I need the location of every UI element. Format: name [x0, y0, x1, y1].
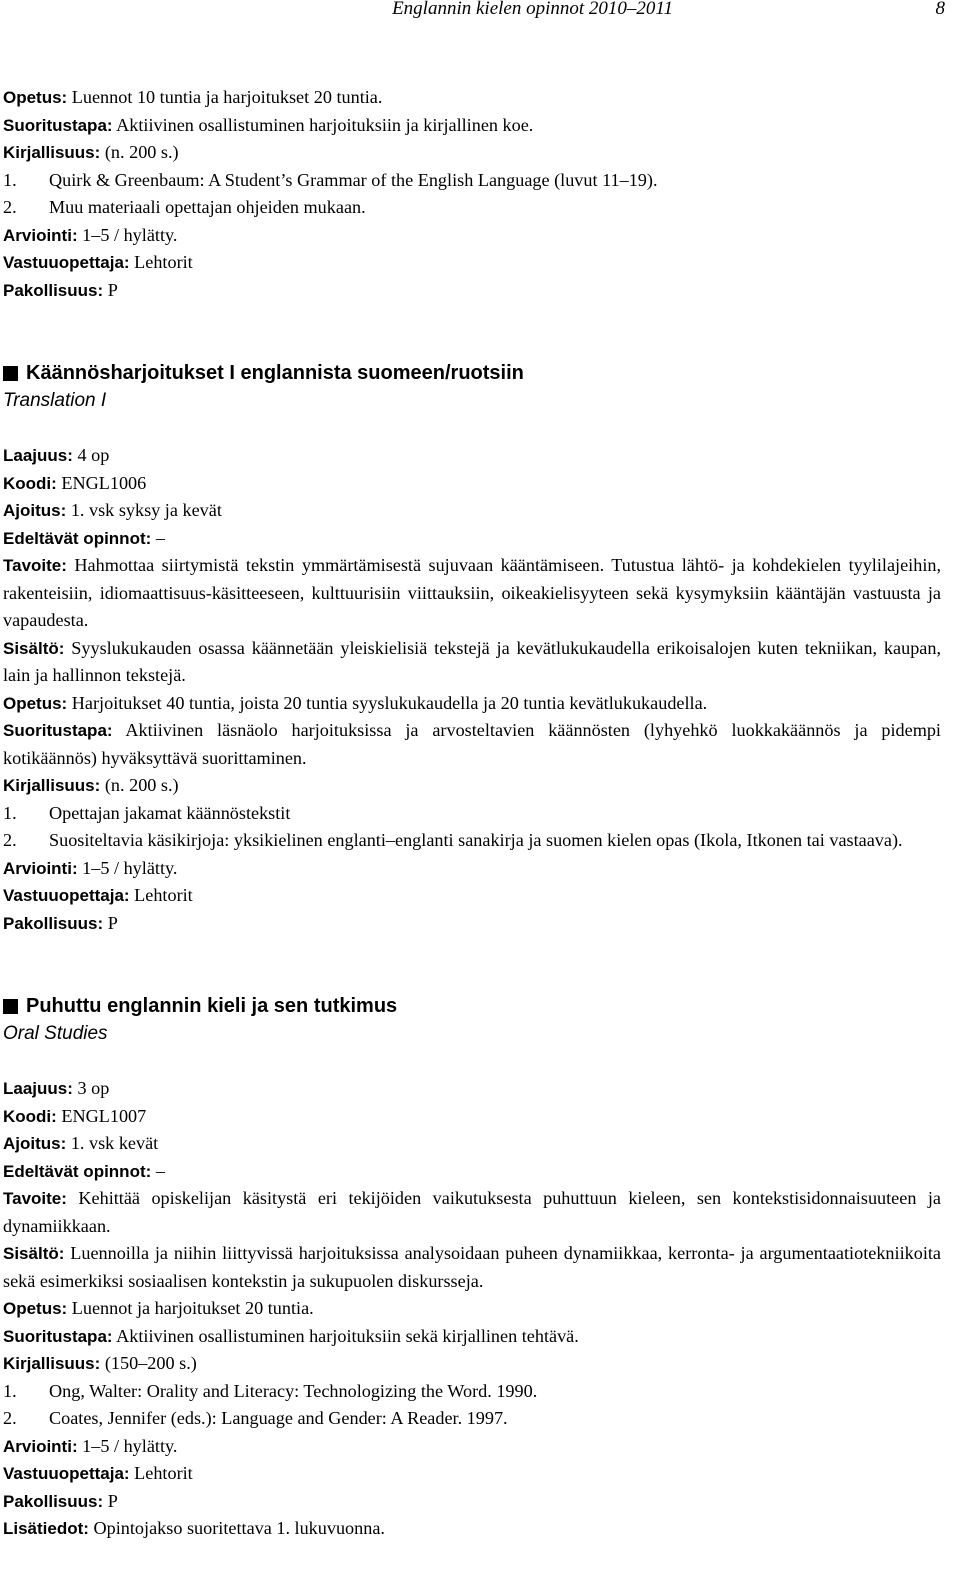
- s1-pakollisuus: Pakollisuus: P: [3, 912, 118, 933]
- prev-opetus: Opetus: Luennot 10 tuntia ja harjoitukset 20 tuntia.: [3, 87, 383, 107]
- s2-sisalto: Sisältö: Luennoilla ja niihin liittyvissä harjoituksissa analysoidaan puheen dynamiikkaa, kerronta- ja argumentaatiotekniikoita sekä esimerkiksi sosiaalisen kontekstin ja sukupuolen diskursseja.: [3, 1243, 941, 1291]
- s1-suoritustapa: Suoritustapa: Aktiivinen läsnäolo harjoituksissa ja arvosteltavien käännösten (lyhyehkö luokkakäännös ja pidempi kotikäännös) hyväksyttävä suorittaminen.: [3, 720, 941, 768]
- section-subtitle: Translation I: [3, 390, 107, 411]
- page-content: [3, 84, 941, 1543]
- course-oral-studies: [3, 992, 941, 1543]
- header-title: Englannin kielen opinnot 2010–2011: [392, 0, 673, 19]
- spacer: [3, 1048, 941, 1075]
- list-item: 1. Quirk & Greenbaum: A Student’s Grammar of the English Language (luvut 11–19).: [3, 169, 658, 190]
- spacer: [3, 304, 941, 359]
- prev-suoritustapa: Suoritustapa: Aktiivinen osallistuminen harjoituksiin ja kirjallinen koe.: [3, 114, 534, 135]
- square-bullet-icon: [3, 999, 18, 1014]
- s1-sisalto: Sisältö: Syyslukukauden osassa käännetään yleiskielisiä tekstejä ja kevätlukukaudella erikoisalojen kuten tekniikan, kaupan, lain ja hallinnon tekstejä.: [3, 637, 942, 685]
- s1-arviointi: Arviointi: 1–5 / hylätty.: [3, 857, 178, 878]
- list-item: 2. Suositeltavia käsikirjoja: yksikielinen englanti–englanti sanakirja ja suomen kielen opas (Ikola, Itkonen tai vastaava).: [3, 830, 903, 850]
- s2-arviointi: Arviointi: 1–5 / hylätty.: [3, 1435, 178, 1456]
- s2-vastuuopettaja: Vastuuopettaja: Lehtorit: [3, 1463, 193, 1483]
- running-header: [0, 0, 945, 26]
- spacer: [3, 415, 941, 442]
- prev-course: [3, 84, 941, 304]
- prev-kirjallisuus: Kirjallisuus: (n. 200 s.): [3, 142, 179, 162]
- list-item: 2. Muu materiaali opettajan ohjeiden mukaan.: [3, 197, 366, 217]
- s2-koodi: Koodi: ENGL1007: [3, 1105, 147, 1126]
- page-number: 8: [935, 0, 945, 19]
- prev-arviointi: Arviointi: 1–5 / hylätty.: [3, 224, 178, 245]
- s2-kirjallisuus: Kirjallisuus: (150–200 s.): [3, 1353, 197, 1373]
- s1-kirjallisuus: Kirjallisuus: (n. 200 s.): [3, 775, 179, 795]
- s1-opetus: Opetus: Harjoitukset 40 tuntia, joista 20 tuntia syyslukukaudella ja 20 tuntia kevätlukukaudella.: [3, 692, 708, 713]
- s2-lisatiedot: Lisätiedot: Opintojakso suoritettava 1. lukuvuonna.: [3, 1518, 385, 1538]
- s1-ajoitus: Ajoitus: 1. vsk syksy ja kevät: [3, 500, 222, 520]
- section-title: Käännösharjoitukset I englannista suomeen/ruotsiin: [3, 359, 941, 387]
- list-item: 1. Ong, Walter: Orality and Literacy: Technologizing the Word. 1990.: [3, 1380, 538, 1401]
- list-item: 2. Coates, Jennifer (eds.): Language and Gender: A Reader. 1997.: [3, 1408, 508, 1428]
- square-bullet-icon: [3, 366, 18, 381]
- s2-tavoite: Tavoite: Kehittää opiskelijan käsitystä eri tekijöiden vaikutuksesta puhuttuun kieleen, sen kontekstisidonnaisuuteen ja dynamiikkaan.: [3, 1188, 942, 1236]
- section-title: Puhuttu englannin kieli ja sen tutkimus: [3, 992, 941, 1020]
- spacer: [3, 937, 941, 992]
- s1-edeltavat: Edeltävät opinnot: –: [3, 527, 165, 548]
- s2-pakollisuus: Pakollisuus: P: [3, 1490, 118, 1511]
- s2-ajoitus: Ajoitus: 1. vsk kevät: [3, 1133, 159, 1153]
- s2-suoritustapa: Suoritustapa: Aktiivinen osallistuminen harjoituksiin sekä kirjallinen tehtävä.: [3, 1325, 579, 1346]
- s2-edeltavat: Edeltävät opinnot: –: [3, 1160, 165, 1181]
- course-translation-1: [3, 359, 941, 937]
- s2-laajuus: Laajuus: 3 op: [3, 1078, 110, 1098]
- s1-laajuus: Laajuus: 4 op: [3, 445, 110, 465]
- section-subtitle: Oral Studies: [3, 1023, 108, 1044]
- s1-vastuuopettaja: Vastuuopettaja: Lehtorit: [3, 885, 193, 905]
- s2-opetus: Opetus: Luennot ja harjoitukset 20 tuntia.: [3, 1298, 314, 1318]
- prev-pakollisuus: Pakollisuus: P: [3, 279, 118, 300]
- prev-vastuuopettaja: Vastuuopettaja: Lehtorit: [3, 252, 193, 272]
- s1-koodi: Koodi: ENGL1006: [3, 472, 147, 493]
- list-item: 1. Opettajan jakamat käännöstekstit: [3, 802, 291, 823]
- s1-tavoite: Tavoite: Hahmottaa siirtymistä tekstin ymmärtämisestä sujuvaan kääntämiseen. Tutustua lähtö- ja kohdekielen tyylilajeihin, rakenteisiin, idiomaattisuus-käsitteeseen, kulttuurisiin viittauksiin, oikeakielisyyteen sekä kysymyksiin kääntäjän vastuusta ja vapaudesta.: [3, 555, 942, 630]
